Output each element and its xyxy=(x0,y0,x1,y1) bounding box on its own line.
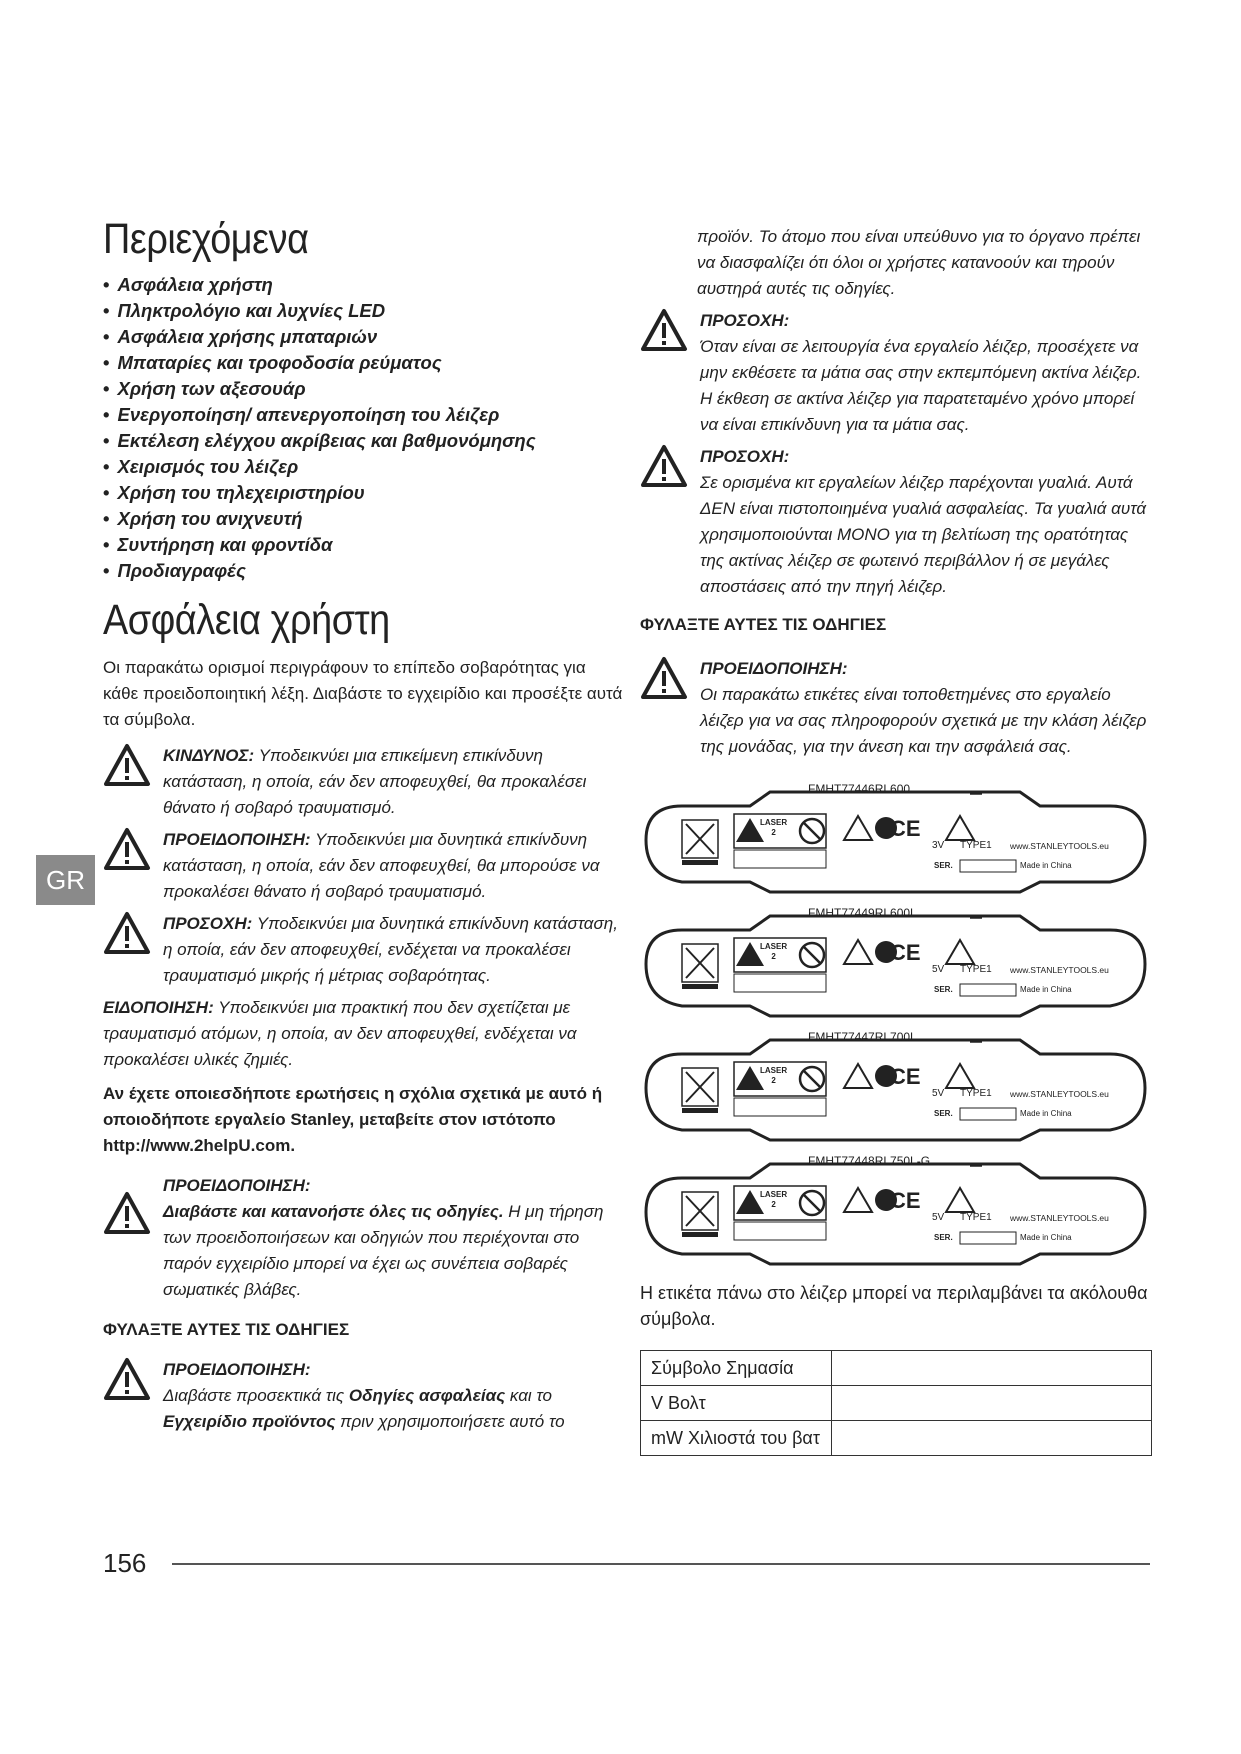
label-made-in: Made in China xyxy=(1020,1233,1072,1242)
warning-triangle-icon xyxy=(103,827,151,871)
warning-labels-block xyxy=(640,656,1150,760)
label-voltage: 5V xyxy=(932,1212,945,1223)
language-tab: GR xyxy=(36,855,95,905)
footer-divider xyxy=(172,1563,1150,1565)
label-laser-text: LASER xyxy=(760,1066,788,1075)
caution2-label: ΠΡΟΣΟΧΗ: xyxy=(700,447,790,466)
toc-item[interactable]: • Εκτέλεση ελέγχου ακρίβειας και βαθμονόμησης xyxy=(103,428,623,454)
toc-item[interactable]: • Ασφάλεια χρήσης μπαταριών xyxy=(103,324,623,350)
notice-text: Υποδεικνύει μια πρακτική που δεν σχετίζεται με τραυματισμό ατόμων, η οποία, αν δεν αποφευχθεί, ενδέχεται να προκαλέσει υλικές ζημιές. xyxy=(103,998,577,1069)
label-serial: SER. xyxy=(934,861,953,870)
page-number: 156 xyxy=(103,1548,147,1578)
table-row xyxy=(641,1351,1152,1386)
ce-mark: CE xyxy=(890,1064,921,1089)
label-laser-class xyxy=(760,1066,787,1086)
warning-triangle-icon xyxy=(640,308,688,352)
warning3-text-a: Διαβάστε προσεκτικά τις xyxy=(163,1386,345,1405)
laser-label xyxy=(640,1150,1152,1268)
questions-paragraph: Αν έχετε οποιεσδήποτε ερωτήσεις η σχόλια σχετικά με αυτό ή οποιοδήποτε εργαλείο Stanley, μεταβείτε στον ιστότοπο http://www.2helpU.com. xyxy=(103,1084,603,1155)
warning-text: Υποδεικνύει μια δυνητικά επικίνδυνη κατάσταση, η οποία, εάν δεν αποφευχθεί, θα μπορούσε να προκαλέσει θάνατο ή σοβαρό τραυματισμό. xyxy=(163,830,600,901)
warning-label: ΠΡΟΕΙΔΟΠΟΙΗΣΗ: xyxy=(163,830,311,849)
toc-item[interactable]: • Χρήση του ανιχνευτή xyxy=(103,506,623,532)
label-class-text: 2 xyxy=(771,1200,776,1209)
label-made-in: Made in China xyxy=(1020,861,1072,870)
table-row xyxy=(641,1386,1152,1421)
toc-item[interactable]: • Πληκτρολόγιο και λυχνίες LED xyxy=(103,298,623,324)
toc-list xyxy=(103,272,623,584)
toc-item[interactable]: • Προδιαγραφές xyxy=(103,558,623,584)
safety-title: Ασφάλεια χρήστη xyxy=(103,596,390,644)
laser-label xyxy=(640,902,1152,1020)
warning3-label: ΠΡΟΕΙΔΟΠΟΙΗΣΗ: xyxy=(163,1360,311,1379)
notice-label: ΕΙΔΟΠΟΙΗΣΗ: xyxy=(103,998,214,1017)
ce-mark: CE xyxy=(890,816,921,841)
warning-triangle-icon xyxy=(103,911,151,955)
laser-label xyxy=(640,1026,1152,1144)
label-laser-class xyxy=(760,1190,787,1210)
warning3-text-b: Οδηγίες ασφαλείας xyxy=(348,1386,506,1405)
caution1-text: Όταν είναι σε λειτουργία ένα εργαλείο λέιζερ, προσέχετε να μην εκθέσετε τα μάτια σας στην εκπεμπόμενη ακτίνα λέιζερ. Η έκθεση σε ακτίνα λέιζερ για παρατεταμένο χρόνο μπορεί να είναι επικίνδυνη για τα μάτια σας. xyxy=(700,337,1142,434)
caution2-text: Σε ορισμένα κιτ εργαλείων λέιζερ παρέχονται γυαλιά. Αυτά ΔΕΝ είναι πιστοποιημένα γυαλιά ασφαλείας. Τα γυαλιά αυτά χρησιμοποιούνται ΜΟΝΟ για τη βελτίωση της ορατότητας της ακτίνας λέιζερ σε φωτεινό περιβάλλον ή σε μεγάλες αποστάσεις από την πηγή λέιζερ. xyxy=(700,473,1147,596)
danger-text: Υποδεικνύει μια επικείμενη επικίνδυνη κατάσταση, η οποία, εάν δεν αποφευχθεί, θα προκαλέσει θάνατο ή σοβαρό τραυματισμό. xyxy=(163,746,587,817)
caution-label: ΠΡΟΣΟΧΗ: xyxy=(163,914,253,933)
label-website: www.STANLEYTOOLS.eu xyxy=(1010,965,1109,975)
notice-paragraph xyxy=(103,995,623,1073)
label-model: FMHT77448RL750L-G xyxy=(808,1154,931,1168)
right-column xyxy=(640,224,1150,1456)
label-class-text: 2 xyxy=(771,828,776,837)
table-cell: V Βολτ xyxy=(641,1386,832,1421)
continued-text: προϊόν. Το άτομο που είναι υπεύθυνο για το όργανο πρέπει να διασφαλίζει ότι όλοι οι χρήστες κατανοούν και τηρούν αυστηρά αυτές τις οδηγίες. xyxy=(697,227,1141,298)
label-laser-class xyxy=(760,942,787,962)
label-type: TYPE1 xyxy=(960,1088,992,1099)
label-serial: SER. xyxy=(934,985,953,994)
label-model: FMHT77449RL600L xyxy=(808,906,917,920)
laser-label xyxy=(640,778,1152,896)
label-type: TYPE1 xyxy=(960,840,992,851)
label-model: FMHT77446RL600 xyxy=(808,782,911,796)
symbols-table xyxy=(640,1350,1152,1456)
caution-text: Υποδεικνύει μια δυνητικά επικίνδυνη κατάσταση, η οποία, εάν δεν αποφευχθεί, ενδέχεται να προκαλέσει τραυματισμό μικρής ή μέτριας σοβαρότητας. xyxy=(163,914,618,985)
caution-block xyxy=(103,911,623,989)
label-website: www.STANLEYTOOLS.eu xyxy=(1010,841,1109,851)
toc-item[interactable]: • Χρήση των αξεσουάρ xyxy=(103,376,623,402)
warning2-block xyxy=(103,1173,623,1303)
label-website: www.STANLEYTOOLS.eu xyxy=(1010,1213,1109,1223)
laser-labels xyxy=(640,778,1150,1268)
caution1-block xyxy=(640,308,1150,438)
label-made-in: Made in China xyxy=(1020,985,1072,994)
warning-block xyxy=(103,827,623,905)
table-cell xyxy=(832,1421,1152,1456)
warning-labels-label: ΠΡΟΕΙΔΟΠΟΙΗΣΗ: xyxy=(700,659,848,678)
label-type: TYPE1 xyxy=(960,964,992,975)
label-type: TYPE1 xyxy=(960,1212,992,1223)
table-row xyxy=(641,1421,1152,1456)
label-website: www.STANLEYTOOLS.eu xyxy=(1010,1089,1109,1099)
toc-title: Περιεχόμενα xyxy=(103,215,309,263)
safety-intro: Οι παρακάτω ορισμοί περιγράφουν το επίπεδο σοβαρότητας για κάθε προειδοποιητική λέξη. Διαβάστε το εγχειρίδιο και προσέξτε αυτά τα σύμβολα. xyxy=(103,658,623,729)
table-cell xyxy=(832,1351,1152,1386)
table-cell: mW Χιλιοστά του βατ xyxy=(641,1421,832,1456)
save-instructions-2: ΦΥΛΑΞΤΕ ΑΥΤΕΣ ΤΙΣ ΟΔΗΓΙΕΣ xyxy=(640,615,887,634)
left-column xyxy=(103,215,623,1435)
warning2-label: ΠΡΟΕΙΔΟΠΟΙΗΣΗ: xyxy=(163,1176,311,1195)
warning-triangle-icon xyxy=(103,1357,151,1401)
warning3-text-e: πριν χρησιμοποιήσετε αυτό το xyxy=(340,1412,565,1431)
table-cell: Σύμβολο Σημασία xyxy=(641,1351,832,1386)
label-made-in: Made in China xyxy=(1020,1109,1072,1118)
warning3-text-d: Εγχειρίδιο προϊόντος xyxy=(163,1412,336,1431)
danger-label: ΚΙΝΔΥΝΟΣ: xyxy=(163,746,255,765)
caution2-block xyxy=(640,444,1150,600)
label-laser-text: LASER xyxy=(760,1190,788,1199)
warning-triangle-icon xyxy=(103,743,151,787)
ce-mark: CE xyxy=(890,1188,921,1213)
label-voltage: 5V xyxy=(932,1088,945,1099)
label-laser-text: LASER xyxy=(760,818,788,827)
toc-item[interactable]: • Χειρισμός του λέιζερ xyxy=(103,454,623,480)
toc-item[interactable]: • Ασφάλεια χρήστη xyxy=(103,272,623,298)
table-cell xyxy=(832,1386,1152,1421)
caution1-label: ΠΡΟΣΟΧΗ: xyxy=(700,311,790,330)
toc-item[interactable]: • Χρήση του τηλεχειριστηρίου xyxy=(103,480,623,506)
danger-block xyxy=(103,743,623,821)
symbols-intro: Η ετικέτα πάνω στο λέιζερ μπορεί να περιλαμβάνει τα ακόλουθα σύμβολα. xyxy=(640,1283,1148,1329)
label-serial: SER. xyxy=(934,1109,953,1118)
label-class-text: 2 xyxy=(771,952,776,961)
label-voltage: 5V xyxy=(932,964,945,975)
toc-item[interactable]: • Συντήρηση και φροντίδα xyxy=(103,532,623,558)
label-serial: SER. xyxy=(934,1233,953,1242)
label-laser-text: LASER xyxy=(760,942,788,951)
warning-triangle-icon xyxy=(640,656,688,700)
warning3-text-c: και το xyxy=(509,1386,552,1405)
warning2-text: Η μη τήρηση των προειδοποιήσεων και οδηγιών που περιέχονται στο παρόν εγχειρίδιο μπορεί να έχει ως συνέπεια σοβαρές σωματικές βλάβες. xyxy=(163,1202,604,1299)
label-class-text: 2 xyxy=(771,1076,776,1085)
label-model: FMHT77447RL700L xyxy=(808,1030,917,1044)
toc-item[interactable]: • Μπαταρίες και τροφοδοσία ρεύματος xyxy=(103,350,623,376)
warning-triangle-icon xyxy=(103,1191,151,1235)
save-instructions-1: ΦΥΛΑΞΤΕ ΑΥΤΕΣ ΤΙΣ ΟΔΗΓΙΕΣ xyxy=(103,1320,350,1339)
warning2-bold: Διαβάστε και κατανοήστε όλες τις οδηγίες. xyxy=(163,1202,504,1221)
ce-mark: CE xyxy=(890,940,921,965)
toc-item[interactable]: • Ενεργοποίηση/ απενεργοποίηση του λέιζερ xyxy=(103,402,623,428)
label-laser-class xyxy=(760,818,787,838)
warning-labels-text: Οι παρακάτω ετικέτες είναι τοποθετημένες στο εργαλείο λέιζερ για να σας πληροφορούν σχετικά με την κλάση λέιζερ της μονάδας, για την άνεση και την ασφάλειά σας. xyxy=(700,685,1147,756)
label-voltage: 3V xyxy=(932,840,945,851)
warning3-block xyxy=(103,1357,623,1435)
warning-triangle-icon xyxy=(640,444,688,488)
